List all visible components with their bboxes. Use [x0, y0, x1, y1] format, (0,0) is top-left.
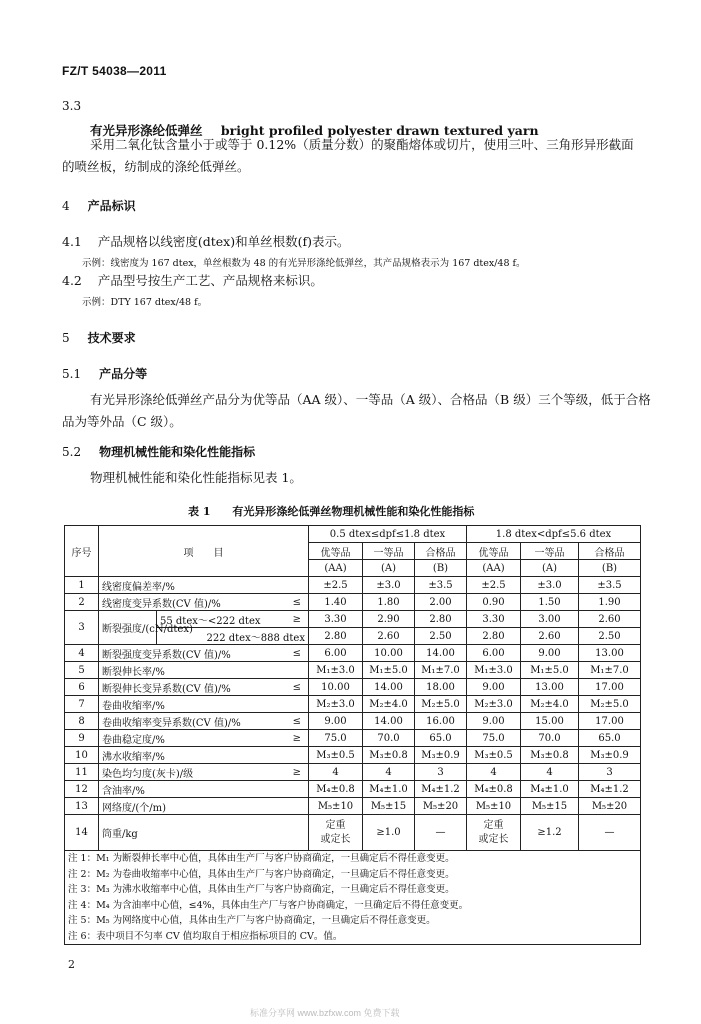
value-cell: M₁±5.0: [521, 662, 579, 679]
row-number: 10: [65, 747, 99, 764]
section-4-title: 产品标识: [87, 199, 136, 213]
value-cell: M₁±7.0: [415, 662, 467, 679]
row-item: 断裂伸长率/%: [102, 666, 165, 678]
grade-code: (A): [521, 560, 579, 577]
value-cell: 15.00: [521, 713, 579, 730]
header-seq: 序号: [65, 526, 99, 577]
value-cell: 4: [309, 764, 363, 781]
table-row: [65, 679, 641, 696]
comparison-sign: ≤: [292, 681, 301, 693]
table-row: [65, 798, 641, 815]
value-cell: 2.60: [579, 611, 641, 628]
table-caption-title: 有光异形涤纶低弹丝物理机械性能和染化性能指标: [232, 505, 475, 518]
value-cell: [309, 815, 363, 851]
row-item-cell: [99, 764, 309, 781]
row-3-strength: [65, 611, 641, 645]
table-row: [65, 696, 641, 713]
row-number: 4: [65, 645, 99, 662]
value-cell: 2.60: [363, 628, 415, 645]
rows-before-strength: [65, 577, 641, 611]
row-number: 12: [65, 781, 99, 798]
grade-name: 一等品: [521, 543, 579, 560]
value-cell: 3.30: [309, 611, 363, 628]
section-5-2-text: 物理机械性能和染化性能指标见表 1。: [90, 470, 302, 485]
row-item: 卷曲稳定度/%: [102, 734, 165, 746]
value-cell: 75.0: [309, 730, 363, 747]
grade-code: (AA): [467, 560, 521, 577]
value-cell: M₄±1.2: [579, 781, 641, 798]
value-cell: 1.90: [579, 594, 641, 611]
table-note: 注 3：M₃ 为沸水收缩率中心值，具体由生产厂与客户协商确定，一旦确定后不得任意变更。: [68, 884, 455, 895]
value-cell: 9.00: [309, 713, 363, 730]
table-row: [65, 730, 641, 747]
value-cell: 10.00: [363, 645, 415, 662]
section-5-title: 技术要求: [87, 331, 136, 345]
section-5-1-heading: [62, 365, 147, 382]
value-cell: 2.00: [415, 594, 467, 611]
row-item: 断裂强度/(cN/dtex): [99, 611, 157, 645]
value-cell: M₃±0.5: [467, 747, 521, 764]
value-cell: 13.00: [579, 645, 641, 662]
table-row: [65, 764, 641, 781]
value-cell: —: [579, 815, 641, 851]
section-5-2-title: 物理机械性能和染化性能指标: [99, 445, 256, 459]
row-item-cell: [99, 696, 309, 713]
value-cell: M₂±5.0: [415, 696, 467, 713]
table-caption-label: 表 1: [188, 505, 211, 518]
row-item: 网络度/(个/m): [102, 802, 167, 814]
table-note: 注 5：M₅ 为网络度中心值，具体由生产厂与客户协商确定，一旦确定后不得任意变更。: [68, 915, 436, 926]
standard-code-header: FZ/T 54038—2011: [62, 64, 167, 78]
section-4-heading: [62, 197, 136, 214]
section-4-1: [62, 231, 349, 253]
value-cell: M₁±3.0: [309, 662, 363, 679]
value-cell: 1.40: [309, 594, 363, 611]
row-number: 6: [65, 679, 99, 696]
section-5-1-number: 5.1: [62, 367, 82, 381]
table-row: [65, 577, 641, 594]
grade-name: 合格品: [415, 543, 467, 560]
row-number: 11: [65, 764, 99, 781]
row-3-subcondition-1: [157, 611, 309, 628]
value-cell: 3.00: [521, 611, 579, 628]
value-cell: ±3.0: [363, 577, 415, 594]
section-4-2: [62, 270, 323, 292]
value-cell: M₃±0.8: [363, 747, 415, 764]
term-chinese: 有光异形涤纶低弹丝: [90, 123, 203, 138]
section-3-3-number: 3.3: [62, 99, 82, 113]
comparison-sign: ≤: [292, 715, 301, 727]
header-row-groups: [65, 526, 641, 543]
value-cell: ±3.5: [415, 577, 467, 594]
table-row: [65, 713, 641, 730]
value-cell: 2.80: [309, 628, 363, 645]
value-cell: 2.90: [363, 611, 415, 628]
value-cell: 4: [467, 764, 521, 781]
value-cell: 70.0: [363, 730, 415, 747]
value-cell: M₅±20: [579, 798, 641, 815]
section-5-1-line1: 有光异形涤纶低弹丝产品分为优等品（AA 级）、一等品（A 级）、合格品（B 级）三个等级，低于合格: [90, 392, 651, 407]
value-cell: 2.50: [579, 628, 641, 645]
term-english: bright profiled polyester drawn textured yarn: [220, 123, 539, 138]
value-cell: 9.00: [467, 679, 521, 696]
table-row: [65, 611, 641, 628]
value-cell: 0.90: [467, 594, 521, 611]
notes-cell: [65, 851, 641, 945]
row-item: 筒重/kg: [99, 815, 309, 851]
value-cell: M₅±20: [415, 798, 467, 815]
value-cell: 4: [521, 764, 579, 781]
row-item-cell: [99, 577, 309, 594]
row-number: 9: [65, 730, 99, 747]
section-4-1-number: 4.1: [62, 234, 82, 249]
grade-code: (B): [579, 560, 641, 577]
row-item: 含油率/%: [102, 785, 145, 797]
grade-name: 优等品: [309, 543, 363, 560]
row-item-cell: [99, 713, 309, 730]
row-item-cell: [99, 730, 309, 747]
value-cell: ±2.5: [467, 577, 521, 594]
row-item: 卷曲收缩率/%: [102, 700, 165, 712]
row-item-cell: [99, 679, 309, 696]
value-cell: 14.00: [363, 713, 415, 730]
value-cell: 2.80: [467, 628, 521, 645]
value-cell: M₁±7.0: [579, 662, 641, 679]
comparison-sign: ≤: [292, 596, 301, 608]
grade-name: 一等品: [363, 543, 415, 560]
section-4-2-text: 产品型号按生产工艺、产品规格来标识。: [97, 273, 323, 288]
row-number: 3: [65, 611, 99, 645]
value-cell: M₅±15: [363, 798, 415, 815]
value-cell: 10.00: [309, 679, 363, 696]
value-cell: ≥1.2: [521, 815, 579, 851]
grade-code: (B): [415, 560, 467, 577]
section-5-2-number: 5.2: [62, 445, 82, 459]
row-item: 染色均匀度(灰卡)/级: [102, 768, 194, 780]
row-item-cell: [99, 645, 309, 662]
row-item-cell: [99, 662, 309, 679]
row-item-cell: [99, 594, 309, 611]
comparison-sign: ≥: [292, 732, 301, 744]
row-number: 7: [65, 696, 99, 713]
section-4-2-example: 示例：DTY 167 dtex/48 f。: [82, 297, 208, 308]
row-item-cell: [99, 781, 309, 798]
value-cell: 70.0: [521, 730, 579, 747]
rows-after-strength: [65, 645, 641, 815]
value-cell: M₄±1.0: [363, 781, 415, 798]
value-cell: ±3.0: [521, 577, 579, 594]
value-cell: M₅±10: [309, 798, 363, 815]
value-line: 或定长: [320, 833, 351, 845]
value-cell: M₃±0.5: [309, 747, 363, 764]
grade-code: (AA): [309, 560, 363, 577]
row-number: 8: [65, 713, 99, 730]
table-note: 注 1：M₁ 为断裂伸长率中心值，具体由生产厂与客户协商确定，一旦确定后不得任意变更。: [68, 853, 455, 864]
value-cell: 6.00: [309, 645, 363, 662]
section-5-heading: [62, 329, 136, 346]
value-cell: 17.00: [579, 679, 641, 696]
row-item: 线密度变异系数(CV 值)/%: [102, 598, 221, 610]
section-5-1-line2: 品为等外品（C 级）。: [62, 414, 182, 429]
section-5-number: 5: [62, 331, 70, 345]
value-cell: M₂±4.0: [363, 696, 415, 713]
value-cell: 14.00: [415, 645, 467, 662]
value-cell: 3: [415, 764, 467, 781]
table-note: 注 4：M₄ 为含油率中心值，≤4%，具体由生产厂与客户协商确定，一旦确定后不得任意变更。: [68, 899, 469, 911]
row-number: 1: [65, 577, 99, 594]
grade-code: (A): [363, 560, 415, 577]
value-cell: M₁±5.0: [363, 662, 415, 679]
value-cell: 2.60: [521, 628, 579, 645]
value-cell: M₄±1.0: [521, 781, 579, 798]
value-cell: ≥1.0: [363, 815, 415, 851]
row-item: 卷曲收缩率变异系数(CV 值)/%: [102, 717, 241, 729]
row-number: 2: [65, 594, 99, 611]
table-row: [65, 815, 641, 851]
value-cell: 6.00: [467, 645, 521, 662]
table-note: 注 6：表中项目不匀率 CV 值均取自于相应指标项目的 CV。值。: [68, 930, 343, 942]
value-line: 定重: [483, 819, 504, 831]
comparison-sign: ≤: [292, 647, 301, 659]
subcondition-label: 55 dtex～<222 dtex: [160, 615, 261, 627]
grade-name: 合格品: [579, 543, 641, 560]
value-cell: M₄±1.2: [415, 781, 467, 798]
header-group-coarse: 1.8 dtex<dpf≤5.6 dtex: [467, 526, 641, 543]
value-cell: M₂±5.0: [579, 696, 641, 713]
value-cell: M₃±0.9: [579, 747, 641, 764]
page-number: 2: [68, 958, 75, 971]
table-row: [65, 645, 641, 662]
value-cell: 9.00: [467, 713, 521, 730]
value-cell: M₂±3.0: [467, 696, 521, 713]
section-4-number: 4: [62, 199, 70, 213]
row-item: 沸水收缩率/%: [102, 751, 165, 763]
value-cell: M₂±3.0: [309, 696, 363, 713]
value-cell: 18.00: [415, 679, 467, 696]
table-notes: [65, 851, 641, 945]
value-cell: 1.80: [363, 594, 415, 611]
value-cell: ±2.5: [309, 577, 363, 594]
comparison-sign: ≥: [292, 766, 301, 778]
row-number: 14: [65, 815, 99, 851]
section-4-1-text: 产品规格以线密度(dtex)和单丝根数(f)表示。: [97, 234, 350, 249]
row-item: 断裂伸长变异系数(CV 值)/%: [102, 683, 231, 695]
value-cell: 14.00: [363, 679, 415, 696]
section-5-1-title: 产品分等: [99, 367, 148, 381]
table-row: [65, 781, 641, 798]
value-cell: 2.50: [415, 628, 467, 645]
table-note: 注 2：M₂ 为卷曲收缩率中心值，具体由生产厂与客户协商确定，一旦确定后不得任意变更。: [68, 868, 455, 880]
value-cell: M₄±0.8: [467, 781, 521, 798]
properties-table: [64, 525, 641, 945]
value-cell: M₃±0.8: [521, 747, 579, 764]
table-row: [65, 662, 641, 679]
value-cell: M₂±4.0: [521, 696, 579, 713]
row-number: 13: [65, 798, 99, 815]
value-cell: M₁±3.0: [467, 662, 521, 679]
value-cell: 13.00: [521, 679, 579, 696]
table-caption: [188, 503, 474, 519]
row-14-package-weight: [65, 815, 641, 851]
value-cell: 16.00: [415, 713, 467, 730]
value-cell: 75.0: [467, 730, 521, 747]
value-line: 或定长: [478, 833, 509, 845]
value-cell: 65.0: [579, 730, 641, 747]
value-cell: 17.00: [579, 713, 641, 730]
header-group-fine: 0.5 dtex≤dpf≤1.8 dtex: [309, 526, 467, 543]
value-cell: [467, 815, 521, 851]
row-item: 断裂强度变异系数(CV 值)/%: [102, 649, 231, 661]
value-cell: 9.00: [521, 645, 579, 662]
value-cell: 1.50: [521, 594, 579, 611]
value-cell: M₅±15: [521, 798, 579, 815]
row-item: 线密度偏差率/%: [102, 581, 175, 593]
row-number: 5: [65, 662, 99, 679]
value-cell: 2.80: [415, 611, 467, 628]
section-4-1-example: 示例：线密度为 167 dtex，单丝根数为 48 的有光异形涤纶低弹丝，其产品规格表示为 167 dtex/48 f。: [82, 258, 526, 269]
value-cell: 4: [363, 764, 415, 781]
section-4-2-number: 4.2: [62, 273, 82, 288]
value-cell: —: [415, 815, 467, 851]
row-item-cell: [99, 747, 309, 764]
table-row: [65, 747, 641, 764]
row-item-cell: [99, 798, 309, 815]
comparison-sign: ≥: [292, 613, 301, 625]
value-cell: 3.30: [467, 611, 521, 628]
value-cell: ±3.5: [579, 577, 641, 594]
grade-name: 优等品: [467, 543, 521, 560]
value-cell: M₅±10: [467, 798, 521, 815]
row-3-subcondition-2: 222 dtex～888 dtex: [157, 628, 309, 645]
footer-watermark: 标准分享网 www.bzfxw.com 免费下载: [250, 1008, 400, 1018]
value-cell: 3: [579, 764, 641, 781]
value-line: 定重: [325, 819, 346, 831]
value-cell: 65.0: [415, 730, 467, 747]
value-cell: M₃±0.9: [415, 747, 467, 764]
header-item: 项 目: [99, 526, 309, 577]
term-definition-line2: 的喷丝板，纺制成的涤纶低弹丝。: [62, 159, 250, 174]
value-cell: M₄±0.8: [309, 781, 363, 798]
term-definition-line1: 采用二氧化钛含量小于或等于 0.12%（质量分数）的聚酯熔体或切片，使用三叶、三角形异形截面: [90, 137, 634, 152]
table-row: [65, 594, 641, 611]
section-5-2-heading: [62, 443, 255, 460]
